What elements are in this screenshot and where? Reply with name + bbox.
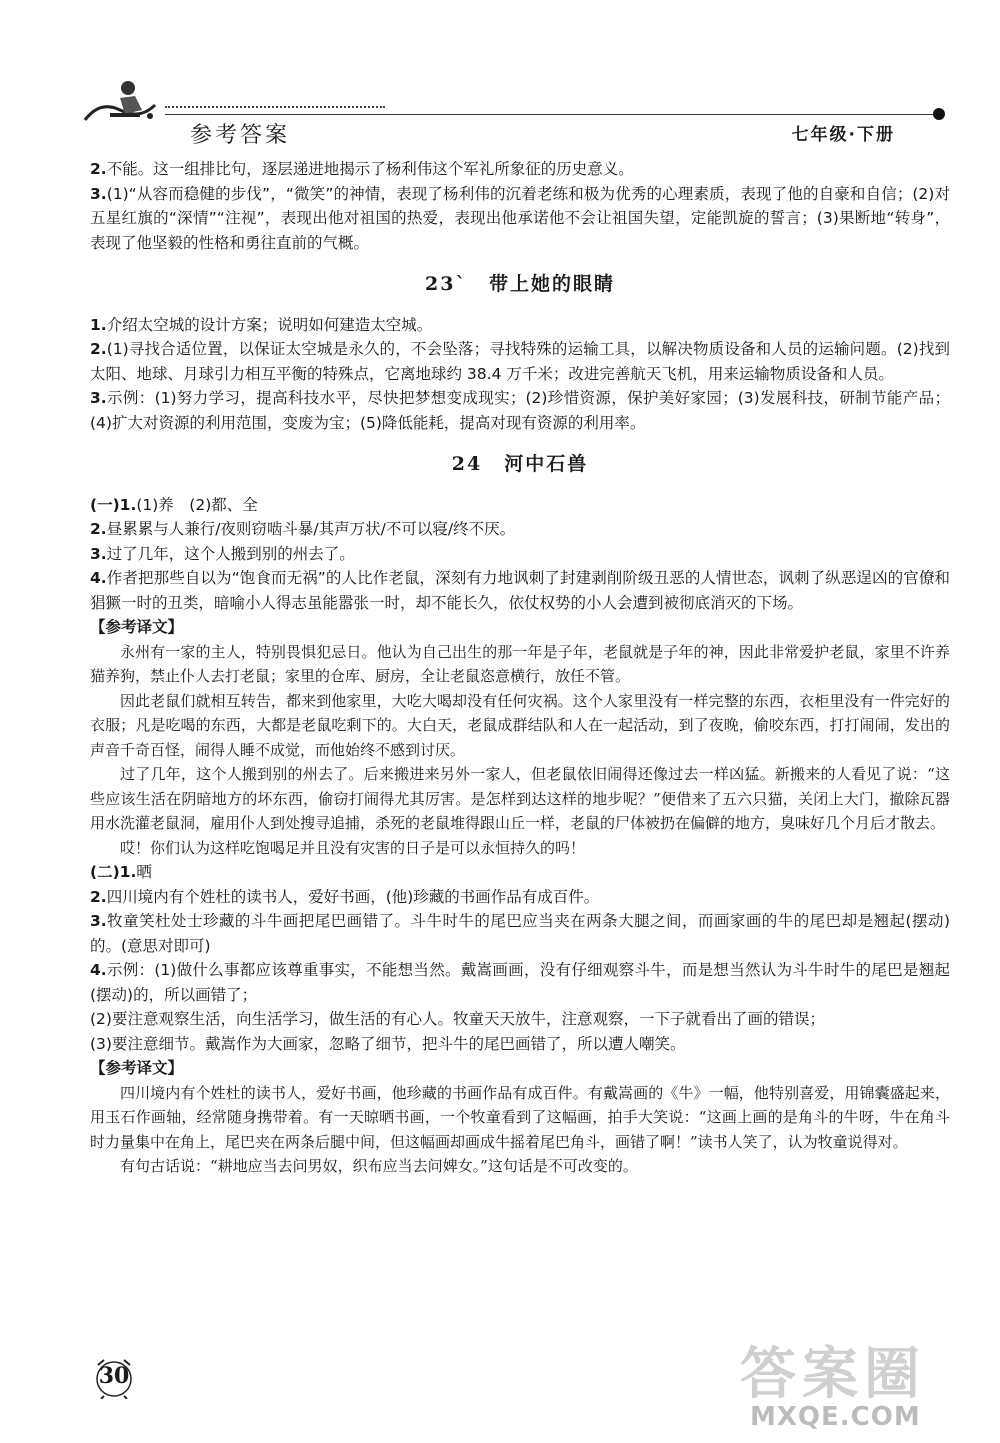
header-dot-icon [933, 108, 945, 120]
reference-translation-label: 【参考译文】 [90, 1059, 184, 1077]
answer-content [90, 157, 950, 1179]
item-number: 3. [90, 389, 107, 407]
item-number: 2. [90, 160, 107, 178]
answer-item [90, 909, 950, 958]
top-answers [90, 157, 950, 255]
item-text: 介绍太空城的设计方案；说明如何建造太空城。 [106, 315, 433, 334]
item-number: 2. [90, 340, 107, 358]
translation-paragraph: 哎！你们认为这样吃饱喝足并且没有灾害的日子是可以永恒持久的吗！ [120, 838, 586, 857]
answer-line: (3)要注意细节。戴嵩作为大画家，忽略了细节，把斗牛的尾巴画错了，所以遭人嘲笑。 [90, 1034, 686, 1053]
answer-item [90, 386, 950, 435]
translation-2 [90, 1081, 950, 1179]
item-text: (1)寻找合适位置，以保证太空城是永久的，不会坠落；寻找特殊的运输工具，以解决物质设备和人员的运输问题。(2)找到太阳、地球、月球引力相互平衡的特殊点，它离地球约 38.4 万千米；改进完善航天飞机，用来运输物质设备和人员。 [90, 340, 950, 383]
page-number [92, 1355, 136, 1399]
item-text: 不能。这一组排比句，逐层递进地揭示了杨利伟这个军礼所象征的历史意义。 [106, 160, 634, 178]
answer-item [90, 860, 950, 885]
item-text: (1)养 (2)都、全 [136, 495, 258, 514]
item-text: 牧童笑杜处士珍藏的斗牛画把尾巴画错了。斗牛时牛的尾巴应当夹在两条大腿之间，而画家画的牛的尾巴却是翘起(摆动)的。(意思对即可) [90, 912, 950, 955]
answer-item [90, 493, 950, 518]
item-number: 3. [90, 912, 107, 930]
answer-item [90, 517, 950, 542]
answer-item [90, 182, 950, 256]
translation-paragraph: 永州有一家的主人，特别畏惧犯忌日。他认为自己出生的那一年是子年，老鼠就是子年的神，因此非常爱护老鼠，家里不许养猫养狗，禁止仆人去打老鼠；家里的仓库、厨房，全让老鼠恣意横行，放任不管。 [90, 642, 950, 685]
item-text: 四川境内有个姓杜的读书人，爱好书画，(他)珍藏的书画作品有成百件。 [106, 887, 600, 906]
section-number: 23` [425, 273, 467, 295]
answer-item [90, 542, 950, 567]
item-text: 示例：(1)努力学习，提高科技水平，尽快把梦想变成现实；(2)珍惜资源，保护美好家园；(3)发展科技，研制节能产品；(4)扩大对资源的利用范围，变废为宝；(5)降低能耗，提高对现有资源的利用率。 [90, 389, 950, 432]
answer-item [90, 337, 950, 386]
answer-item [90, 313, 950, 338]
item-text: 昼累累与人兼行/夜则窃啮斗暴/其声万状/不可以寝/终不厌。 [106, 520, 516, 538]
item-number: (一)1. [90, 495, 137, 514]
item-number: 4. [90, 569, 107, 587]
reference-translation-label: 【参考译文】 [90, 618, 184, 636]
section-24-part1 [90, 493, 950, 616]
item-number: 4. [90, 961, 107, 979]
section-name: 带上她的眼睛 [488, 273, 615, 295]
section-title-24 [90, 452, 950, 477]
answer-line: (2)要注意观察生活，向生活学习，做生活的有心人。牧童天天放牛，注意观察，一下子就看出了画的错误； [90, 1010, 825, 1028]
answer-item [90, 885, 950, 910]
section-title-23 [90, 272, 950, 297]
translation-paragraph: 因此老鼠们就相互转告，都来到他家里，大吃大喝却没有任何灾祸。这个人家里没有一样完整的东西，衣柜里没有一件完好的衣服；凡是吃喝的东西，大都是老鼠吃剩下的。大白天，老鼠成群结队和人在一起活动，到了夜晚，偷咬东西，打打闹闹，发出的声音千奇百怪，闹得人睡不成觉，而他始终不感到讨厌。 [90, 691, 950, 759]
item-number: 3. [90, 544, 107, 563]
header-grade: 七年级·下册 [791, 125, 895, 145]
item-text: (1)“从容而稳健的步伐”，“微笑”的神情，表现了杨利伟的沉着老练和极为优秀的心理素质，表现了他的自豪和自信；(2)对五星红旗的“深情”“注视”，表现出他对祖国的热爱，表现出他承诺他不会让祖国失望，定能凯旋的誓言；(3)果断地“转身”，表现了他坚毅的性格和勇往直前的气概。 [90, 184, 950, 252]
translation-paragraph: 有句古话说：“耕地应当去问男奴，织布应当去问婢女。”这句话是不可改变的。 [120, 1157, 638, 1175]
translation-paragraph: 四川境内有个姓杜的读书人，爱好书画，他珍藏的书画作品有成百件。有戴嵩画的《牛》一幅，他特别喜爱，用锦囊盛起来，用玉石作画轴，经常随身携带着。有一天晾晒书画，一个牧童看到了这幅画，拍手大笑说：“这画上画的是角斗的牛呀，牛在角斗时力量集中在角上，尾巴夹在两条后腿中间，但这幅画却画成牛摇着尾巴角斗，画错了啊！”读书人笑了，认为牧童说得对。 [90, 1083, 950, 1151]
section-24-part2-extra [90, 1007, 950, 1056]
answer-item [90, 157, 950, 182]
item-number: 3. [90, 184, 107, 203]
item-number: 1. [90, 315, 107, 334]
page-header [60, 70, 945, 150]
section-number: 24 [451, 453, 483, 475]
watermark-url: MXQE.COM [750, 1402, 921, 1432]
section-24-part2 [90, 860, 950, 1007]
mascot-icon [80, 70, 160, 130]
item-text: 晒 [136, 863, 152, 881]
translation-1 [90, 640, 950, 861]
item-text: 过了几年，这个人搬到别的州去了。 [106, 544, 355, 563]
item-text: 示例：(1)做什么事都应该尊重事实，不能想当然。戴嵩画画，没有仔细观察斗牛，而是想当然认为斗牛时牛的尾巴是翘起(摆动)的，所以画错了； [90, 961, 950, 1004]
answer-item [90, 958, 950, 1007]
section-23-answers [90, 313, 950, 436]
answer-item [90, 566, 950, 615]
item-text: 作者把那些自以为“饱食而无祸”的人比作老鼠，深刻有力地讽刺了封建剥削阶级丑恶的人情世态，讽刺了纵恶逞凶的官僚和猖獗一时的丑类，暗喻小人得志虽能嚣张一时，却不能长久，依仗权势的小人会遭到被彻底消灭的下场。 [90, 569, 950, 612]
header-dots [165, 106, 385, 108]
item-number: (二)1. [90, 863, 137, 881]
item-number: 2. [90, 887, 107, 906]
translation-paragraph: 过了几年，这个人搬到别的州去了。后来搬进来另外一家人，但老鼠依旧闹得还像过去一样凶猛。新搬来的人看见了说：“这些应该生活在阴暗地方的坏东西，偷窃打闹得尤其厉害。是怎样到达这样的地步呢？”便借来了五六只猫，关闭上大门，撤除瓦器用水洗灌老鼠洞，雇用仆人到处搜寻追捕，杀死的老鼠堆得跟山丘一样，老鼠的尸体被扔在偏僻的地方，臭味好几个月后才散去。 [90, 765, 950, 832]
watermark-logo: 答案圈 [740, 1342, 926, 1407]
header-rule [165, 114, 933, 115]
page-number-text: 30 [98, 1363, 130, 1389]
watermark [720, 1330, 980, 1440]
item-number: 2. [90, 520, 107, 538]
section-name: 河中石兽 [504, 453, 589, 475]
header-title: 参考答案 [190, 123, 291, 148]
